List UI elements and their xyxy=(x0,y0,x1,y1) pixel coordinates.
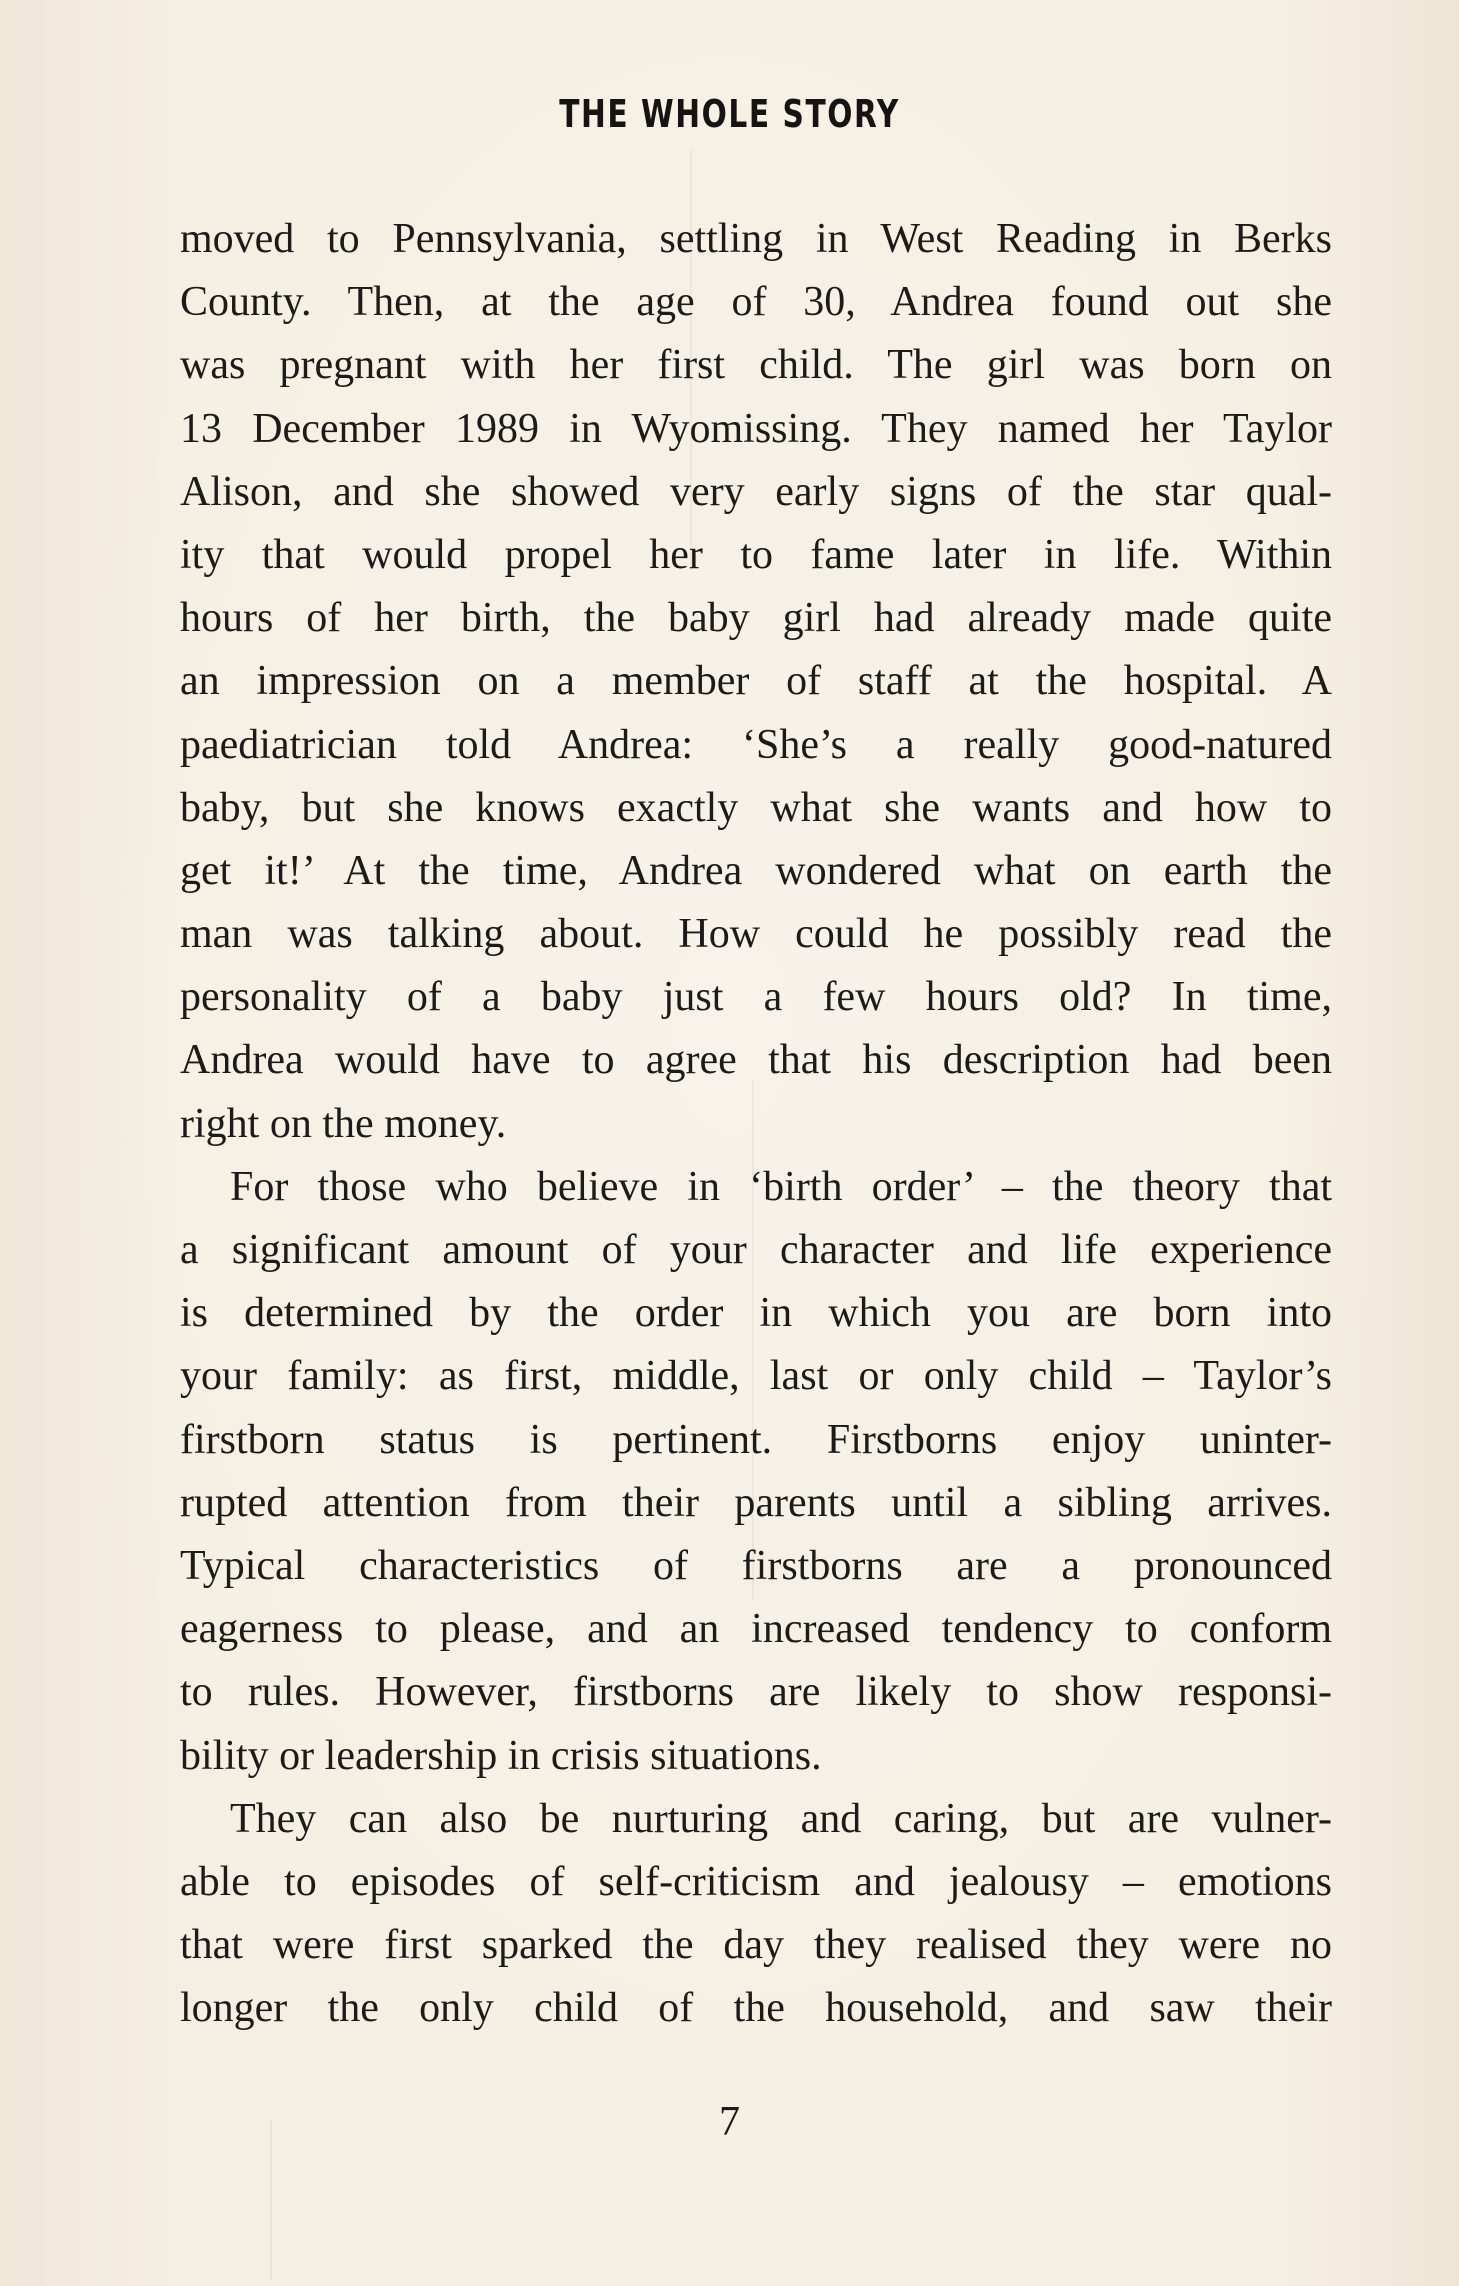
page-number: 7 xyxy=(719,2099,740,2145)
text-line: man was talking about. How could he possibly read the xyxy=(180,911,1332,958)
text-line: your family: as first, middle, last or only child – Taylor’s xyxy=(180,1353,1332,1400)
text-line: right on the money. xyxy=(180,1100,507,1147)
text-line: rupted attention from their parents until a sibling arrives. xyxy=(180,1479,1332,1526)
text-line: personality of a baby just a few hours old? In time, xyxy=(180,974,1332,1021)
text-line: For those who believe in ‘birth order’ – the theory that xyxy=(230,1163,1332,1210)
text-line: that were first sparked the day they realised they were no xyxy=(180,1922,1332,1969)
text-line: was pregnant with her first child. The girl was born on xyxy=(180,342,1332,389)
text-line: an impression on a member of staff at the hospital. A xyxy=(180,658,1332,705)
text-line: 13 December 1989 in Wyomissing. They named her Taylor xyxy=(180,405,1332,452)
text-line: Typical characteristics of firstborns are a pronounced xyxy=(180,1542,1332,1589)
text-line: is determined by the order in which you are born into xyxy=(180,1290,1332,1337)
running-head: THE WHOLE STORY xyxy=(559,92,900,136)
text-line: They can also be nurturing and caring, but are vulner- xyxy=(230,1795,1332,1842)
text-line: eagerness to please, and an increased tendency to conform xyxy=(180,1606,1332,1653)
text-line: moved to Pennsylvania, settling in West Reading in Berks xyxy=(180,216,1332,262)
text-line: County. Then, at the age of 30, Andrea found out she xyxy=(180,279,1332,326)
text-line: firstborn status is pertinent. Firstborns enjoy uninter- xyxy=(180,1416,1332,1463)
text-line: a significant amount of your character and life experience xyxy=(180,1227,1332,1273)
text-line: Andrea would have to agree that his description had been xyxy=(180,1037,1332,1084)
text-line: ity that would propel her to fame later in life. Within xyxy=(180,531,1332,578)
text-line: bility or leadership in crisis situations. xyxy=(180,1732,822,1779)
text-line: able to episodes of self-criticism and jealousy – emotions xyxy=(180,1858,1332,1905)
body-text xyxy=(180,208,1332,2040)
text-line: to rules. However, firstborns are likely to show responsi- xyxy=(180,1669,1332,1716)
text-line: paediatrician told Andrea: ‘She’s a really good-natured xyxy=(180,721,1332,768)
text-line: longer the only child of the household, and saw their xyxy=(180,1985,1332,2032)
text-line: hours of her birth, the baby girl had already made quite xyxy=(180,595,1332,642)
text-line: get it!’ At the time, Andrea wondered what on earth the xyxy=(180,847,1332,894)
text-line: Alison, and she showed very early signs of the star qual- xyxy=(180,468,1332,515)
text-line: baby, but she knows exactly what she wants and how to xyxy=(180,784,1332,831)
